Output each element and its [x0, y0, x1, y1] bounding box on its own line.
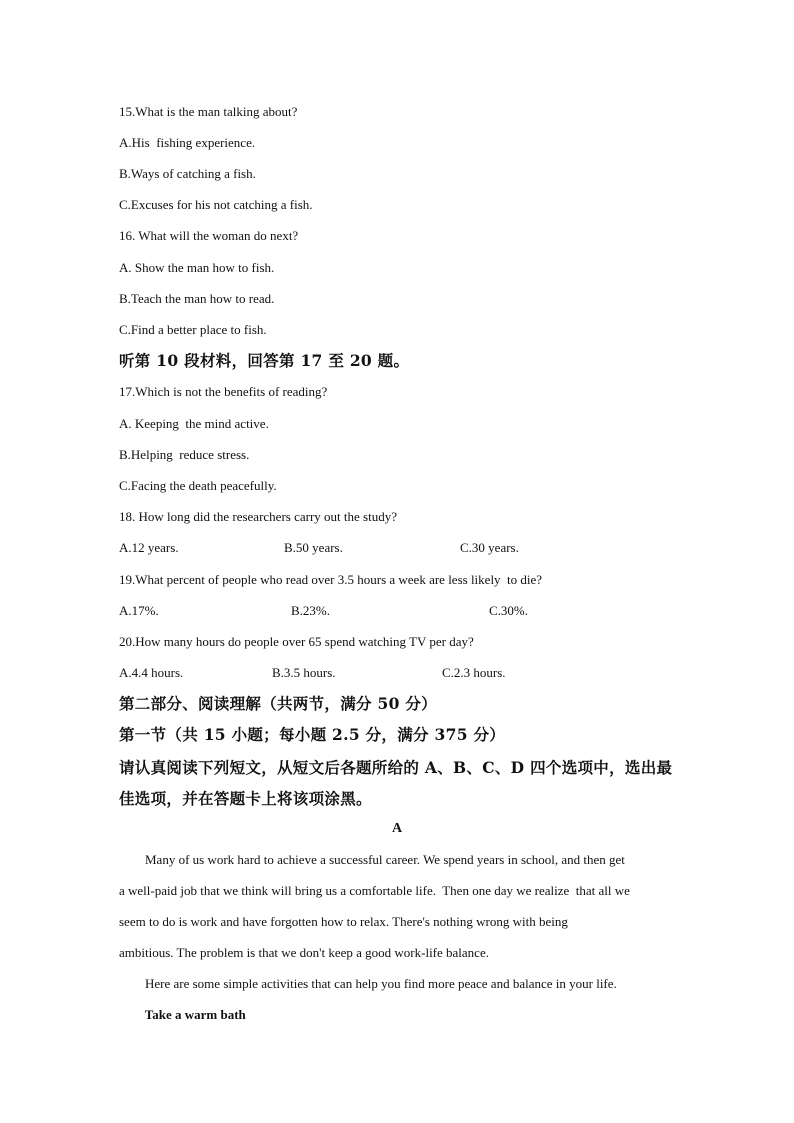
question-18-option-c: C.30 years. — [460, 540, 519, 555]
section-10-instruction: 听第 10 段材料，回答第 17 至 20 题。 — [119, 351, 410, 370]
question-18-option-a: A.12 years. — [119, 540, 179, 555]
question-15-option-c: C.Excuses for his not catching a fish. — [119, 197, 313, 212]
reading-instruction-line-2: 佳选项，并在答题卡上将该项涂黑。 — [119, 789, 372, 808]
question-16-option-c: C.Find a better place to fish. — [119, 322, 267, 337]
question-18: 18. How long did the researchers carry out the study? — [119, 509, 397, 524]
question-15-option-b: B.Ways of catching a fish. — [119, 166, 256, 181]
part-2-title: 第二部分、阅读理解（共两节，满分 50 分） — [119, 694, 437, 713]
question-19: 19.What percent of people who read over 3.5 hours a week are less likely to die? — [119, 572, 543, 587]
question-15: 15.What is the man talking about? — [119, 104, 298, 119]
passage-paragraph-1-line-4: ambitious. The problem is that we don't keep a good work-life balance. — [119, 945, 489, 960]
passage-paragraph-1-line-3: seem to do is work and have forgotten how to relax. There's nothing wrong with being — [119, 914, 568, 929]
question-15-option-a: A.His fishing experience. — [119, 135, 256, 150]
reading-instruction-line-1: 请认真阅读下列短文，从短文后各题所给的 A、B、C、D 四个选项中，选出最 — [119, 758, 673, 777]
passage-paragraph-1-line-1: Many of us work hard to achieve a successful career. We spend years in school, and then get — [119, 852, 625, 867]
question-20: 20.How many hours do people over 65 spend watching TV per day? — [119, 634, 474, 649]
passage-paragraph-1-line-2: a well-paid job that we think will bring us a comfortable life. Then one day we realize that all we — [119, 883, 630, 898]
question-17-option-c: C.Facing the death peacefully. — [119, 478, 277, 493]
question-19-option-a: A.17%. — [119, 603, 159, 618]
passage-paragraph-2: Here are some simple activities that can help you find more peace and balance in your life. — [119, 976, 617, 991]
question-20-option-b: B.3.5 hours. — [272, 665, 336, 680]
passage-subheading: Take a warm bath — [119, 1007, 246, 1022]
question-17-option-a: A. Keeping the mind active. — [119, 416, 269, 431]
question-17-option-b: B.Helping reduce stress. — [119, 447, 250, 462]
question-18-option-b: B.50 years. — [284, 540, 343, 555]
question-19-option-c: C.30%. — [489, 603, 528, 618]
section-1-title: 第一节（共 15 小题；每小题 2.5 分，满分 375 分） — [119, 725, 506, 744]
question-16-option-b: B.Teach the man how to read. — [119, 291, 275, 306]
question-19-option-b: B.23%. — [291, 603, 330, 618]
question-20-option-c: C.2.3 hours. — [442, 665, 506, 680]
question-16-option-a: A. Show the man how to fish. — [119, 260, 275, 275]
passage-label: A — [391, 821, 403, 836]
question-20-option-a: A.4.4 hours. — [119, 665, 184, 680]
question-17: 17.Which is not the benefits of reading? — [119, 384, 328, 399]
question-16: 16. What will the woman do next? — [119, 228, 299, 243]
